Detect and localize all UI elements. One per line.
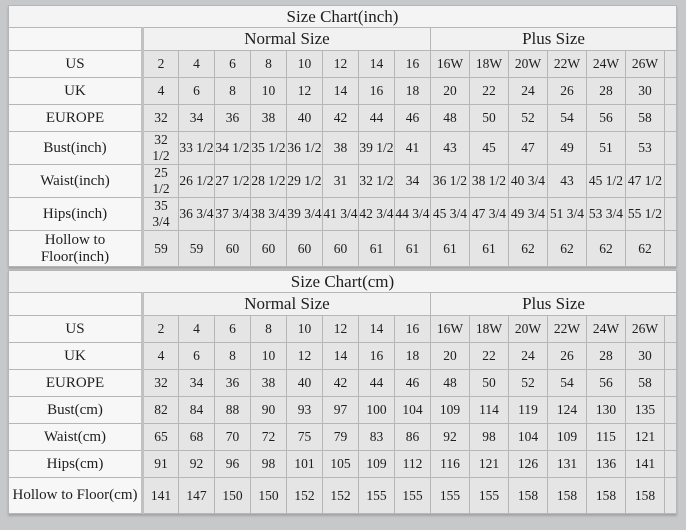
row-label: Hips(inch) (9, 198, 143, 231)
size-cell: 10 (251, 78, 287, 105)
size-cell: 104 (395, 397, 431, 424)
size-cell: 24W (587, 316, 626, 343)
size-cell: 58 (626, 370, 665, 397)
table-row (9, 424, 677, 451)
size-cell: 158 (587, 478, 626, 514)
table-row (9, 343, 677, 370)
size-cell: 12 (287, 343, 323, 370)
row-label: Hollow to Floor(cm) (9, 478, 143, 514)
size-cell: 12 (287, 78, 323, 105)
size-cell: 49 3/4 (509, 198, 548, 231)
size-cell: 18W (470, 316, 509, 343)
size-cell: 61 (470, 231, 509, 267)
size-cell: 26 1/2 (179, 165, 215, 198)
spacer-cell (665, 51, 677, 78)
size-cell: 51 (587, 132, 626, 165)
size-cell: 12 (323, 51, 359, 78)
size-cell: 6 (215, 51, 251, 78)
size-cell: 35 3/4 (143, 198, 179, 231)
size-cell: 62 (626, 231, 665, 267)
size-cell: 62 (509, 231, 548, 267)
spacer-cell (665, 231, 677, 267)
size-cell: 50 (470, 370, 509, 397)
size-cell: 70 (215, 424, 251, 451)
size-cell: 90 (251, 397, 287, 424)
size-cell: 34 (179, 105, 215, 132)
size-cell: 41 (395, 132, 431, 165)
size-cell: 150 (251, 478, 287, 514)
size-chart-inch-table (8, 5, 677, 267)
table-row (9, 105, 677, 132)
size-cell: 4 (179, 51, 215, 78)
size-cell: 43 (431, 132, 470, 165)
size-cell: 65 (143, 424, 179, 451)
size-cell: 61 (395, 231, 431, 267)
size-cell: 24W (587, 51, 626, 78)
size-cell: 47 3/4 (470, 198, 509, 231)
size-cell: 38 3/4 (251, 198, 287, 231)
size-cell: 38 (323, 132, 359, 165)
size-cell: 32 (143, 105, 179, 132)
size-cell: 56 (587, 105, 626, 132)
size-cell: 116 (431, 451, 470, 478)
corner-cell (9, 293, 143, 316)
row-label: Bust(cm) (9, 397, 143, 424)
size-cell: 29 1/2 (287, 165, 323, 198)
size-cell: 158 (548, 478, 587, 514)
table-title: Size Chart(inch) (9, 6, 677, 28)
size-cell: 45 (470, 132, 509, 165)
size-cell: 20W (509, 51, 548, 78)
size-cell: 155 (431, 478, 470, 514)
size-cell: 92 (179, 451, 215, 478)
size-cell: 32 (143, 370, 179, 397)
size-cell: 98 (251, 451, 287, 478)
size-cell: 131 (548, 451, 587, 478)
row-label: Waist(inch) (9, 165, 143, 198)
size-cell: 101 (287, 451, 323, 478)
spacer-cell (665, 105, 677, 132)
size-cell: 158 (626, 478, 665, 514)
size-cell: 114 (470, 397, 509, 424)
size-cell: 24 (509, 343, 548, 370)
size-cell: 36 3/4 (179, 198, 215, 231)
row-label: EUROPE (9, 370, 143, 397)
size-cell: 109 (431, 397, 470, 424)
size-cell: 18 (395, 78, 431, 105)
spacer-cell (665, 370, 677, 397)
size-cell: 68 (179, 424, 215, 451)
size-cell: 152 (287, 478, 323, 514)
size-cell: 52 (509, 370, 548, 397)
size-cell: 8 (215, 78, 251, 105)
size-cell: 62 (587, 231, 626, 267)
size-cell: 155 (359, 478, 395, 514)
size-cell: 53 (626, 132, 665, 165)
size-cell: 39 1/2 (359, 132, 395, 165)
size-cell: 18 (395, 343, 431, 370)
size-cell: 47 1/2 (626, 165, 665, 198)
size-cell: 43 (548, 165, 587, 198)
size-cell: 48 (431, 370, 470, 397)
size-chart-cm-table (8, 270, 677, 514)
size-cell: 38 (251, 105, 287, 132)
size-cell: 26 (548, 78, 587, 105)
size-cell: 16 (359, 78, 395, 105)
size-cell: 40 (287, 370, 323, 397)
table-row (9, 451, 677, 478)
size-cell: 42 (323, 370, 359, 397)
size-cell: 20 (431, 343, 470, 370)
table-row (9, 132, 677, 165)
size-cell: 18W (470, 51, 509, 78)
size-cell: 28 1/2 (251, 165, 287, 198)
size-cell: 6 (215, 316, 251, 343)
size-cell: 47 (509, 132, 548, 165)
row-label: UK (9, 343, 143, 370)
size-cell: 51 3/4 (548, 198, 587, 231)
size-cell: 30 (626, 78, 665, 105)
size-cell: 147 (179, 478, 215, 514)
size-cell: 59 (179, 231, 215, 267)
size-cell: 72 (251, 424, 287, 451)
size-cell: 24 (509, 78, 548, 105)
size-cell: 96 (215, 451, 251, 478)
size-cell: 124 (548, 397, 587, 424)
size-cell: 38 1/2 (470, 165, 509, 198)
size-cell: 46 (395, 370, 431, 397)
size-cell: 34 (179, 370, 215, 397)
size-cell: 25 1/2 (143, 165, 179, 198)
size-cell: 22 (470, 343, 509, 370)
size-cell: 32 1/2 (143, 132, 179, 165)
spacer-cell (665, 165, 677, 198)
size-cell: 16W (431, 51, 470, 78)
size-cell: 40 3/4 (509, 165, 548, 198)
size-cell: 16 (395, 316, 431, 343)
size-cell: 4 (143, 78, 179, 105)
size-cell: 53 3/4 (587, 198, 626, 231)
size-cell: 121 (470, 451, 509, 478)
table-title-row (9, 271, 677, 293)
size-cell: 141 (626, 451, 665, 478)
size-cell: 28 (587, 343, 626, 370)
row-label: US (9, 316, 143, 343)
size-cell: 109 (359, 451, 395, 478)
size-cell: 93 (287, 397, 323, 424)
size-cell: 22 (470, 78, 509, 105)
table-row (9, 478, 677, 514)
table-row (9, 78, 677, 105)
spacer-cell (665, 451, 677, 478)
row-label: Hips(cm) (9, 451, 143, 478)
size-cell: 62 (548, 231, 587, 267)
size-cell: 32 1/2 (359, 165, 395, 198)
size-cell: 115 (587, 424, 626, 451)
table-row (9, 316, 677, 343)
size-cell: 100 (359, 397, 395, 424)
size-cell: 31 (323, 165, 359, 198)
size-cell: 27 1/2 (215, 165, 251, 198)
size-cell: 60 (215, 231, 251, 267)
size-cell: 10 (251, 343, 287, 370)
plus-size-header: Plus Size (431, 293, 677, 316)
size-cell: 44 (359, 370, 395, 397)
corner-cell (9, 28, 143, 51)
size-cell: 91 (143, 451, 179, 478)
size-cell: 14 (323, 343, 359, 370)
size-cell: 135 (626, 397, 665, 424)
size-cell: 60 (287, 231, 323, 267)
size-cell: 98 (470, 424, 509, 451)
spacer-cell (665, 478, 677, 514)
plus-size-header: Plus Size (431, 28, 677, 51)
size-cell: 36 (215, 370, 251, 397)
size-cell: 79 (323, 424, 359, 451)
table-row (9, 198, 677, 231)
size-cell: 109 (548, 424, 587, 451)
size-cell: 52 (509, 105, 548, 132)
row-label: Hollow to Floor(inch) (9, 231, 143, 267)
table-row (9, 397, 677, 424)
size-cell: 37 3/4 (215, 198, 251, 231)
size-cell: 155 (395, 478, 431, 514)
spacer-cell (665, 198, 677, 231)
size-cell: 150 (215, 478, 251, 514)
table-row (9, 51, 677, 78)
spacer-cell (665, 397, 677, 424)
spacer-cell (665, 132, 677, 165)
size-cell: 16W (431, 316, 470, 343)
normal-size-header: Normal Size (143, 293, 431, 316)
row-label: EUROPE (9, 105, 143, 132)
size-cell: 22W (548, 51, 587, 78)
group-header-row (9, 293, 677, 316)
size-cell: 49 (548, 132, 587, 165)
size-cell: 34 1/2 (215, 132, 251, 165)
size-cell: 88 (215, 397, 251, 424)
size-cell: 45 3/4 (431, 198, 470, 231)
size-cell: 112 (395, 451, 431, 478)
size-cell: 86 (395, 424, 431, 451)
table-row (9, 370, 677, 397)
size-cell: 8 (215, 343, 251, 370)
size-cell: 83 (359, 424, 395, 451)
size-cell: 2 (143, 316, 179, 343)
row-label: Waist(cm) (9, 424, 143, 451)
size-cell: 92 (431, 424, 470, 451)
size-cell: 121 (626, 424, 665, 451)
size-cell: 158 (509, 478, 548, 514)
size-cell: 4 (143, 343, 179, 370)
size-cell: 35 1/2 (251, 132, 287, 165)
size-cell: 44 3/4 (395, 198, 431, 231)
size-cell: 39 3/4 (287, 198, 323, 231)
size-cell: 6 (179, 78, 215, 105)
size-cell: 40 (287, 105, 323, 132)
size-cell: 16 (359, 343, 395, 370)
size-cell: 8 (251, 51, 287, 78)
size-cell: 41 3/4 (323, 198, 359, 231)
size-cell: 6 (179, 343, 215, 370)
size-cell: 34 (395, 165, 431, 198)
row-label: US (9, 51, 143, 78)
group-header-row (9, 28, 677, 51)
size-cell: 126 (509, 451, 548, 478)
normal-size-header: Normal Size (143, 28, 431, 51)
size-cell: 61 (431, 231, 470, 267)
spacer-cell (665, 343, 677, 370)
size-cell: 28 (587, 78, 626, 105)
row-label: UK (9, 78, 143, 105)
size-cell: 16 (395, 51, 431, 78)
size-cell: 26W (626, 316, 665, 343)
size-cell: 10 (287, 316, 323, 343)
size-cell: 48 (431, 105, 470, 132)
size-cell: 2 (143, 51, 179, 78)
size-cell: 26W (626, 51, 665, 78)
size-cell: 36 (215, 105, 251, 132)
size-cell: 97 (323, 397, 359, 424)
size-cell: 130 (587, 397, 626, 424)
size-cell: 55 1/2 (626, 198, 665, 231)
size-cell: 20 (431, 78, 470, 105)
size-cell: 30 (626, 343, 665, 370)
size-cell: 8 (251, 316, 287, 343)
size-cell: 46 (395, 105, 431, 132)
spacer-cell (665, 424, 677, 451)
table-row (9, 165, 677, 198)
size-cell: 10 (287, 51, 323, 78)
size-cell: 42 (323, 105, 359, 132)
size-cell: 141 (143, 478, 179, 514)
size-cell: 4 (179, 316, 215, 343)
size-cell: 136 (587, 451, 626, 478)
size-cell: 54 (548, 105, 587, 132)
size-cell: 60 (251, 231, 287, 267)
size-cell: 44 (359, 105, 395, 132)
size-cell: 36 1/2 (431, 165, 470, 198)
size-cell: 75 (287, 424, 323, 451)
size-cell: 14 (359, 316, 395, 343)
size-cell: 45 1/2 (587, 165, 626, 198)
size-cell: 105 (323, 451, 359, 478)
size-cell: 12 (323, 316, 359, 343)
size-cell: 42 3/4 (359, 198, 395, 231)
spacer-cell (665, 78, 677, 105)
size-cell: 61 (359, 231, 395, 267)
size-cell: 56 (587, 370, 626, 397)
size-cell: 152 (323, 478, 359, 514)
size-cell: 58 (626, 105, 665, 132)
size-cell: 155 (470, 478, 509, 514)
table-row (9, 231, 677, 267)
table-title: Size Chart(cm) (9, 271, 677, 293)
size-cell: 60 (323, 231, 359, 267)
size-cell: 54 (548, 370, 587, 397)
size-cell: 26 (548, 343, 587, 370)
size-cell: 20W (509, 316, 548, 343)
table-title-row (9, 6, 677, 28)
size-cell: 82 (143, 397, 179, 424)
size-cell: 119 (509, 397, 548, 424)
spacer-cell (665, 316, 677, 343)
row-label: Bust(inch) (9, 132, 143, 165)
size-cell: 38 (251, 370, 287, 397)
size-cell: 22W (548, 316, 587, 343)
size-cell: 14 (359, 51, 395, 78)
size-cell: 36 1/2 (287, 132, 323, 165)
size-cell: 33 1/2 (179, 132, 215, 165)
size-cell: 59 (143, 231, 179, 267)
size-cell: 84 (179, 397, 215, 424)
size-cell: 104 (509, 424, 548, 451)
size-cell: 14 (323, 78, 359, 105)
size-cell: 50 (470, 105, 509, 132)
